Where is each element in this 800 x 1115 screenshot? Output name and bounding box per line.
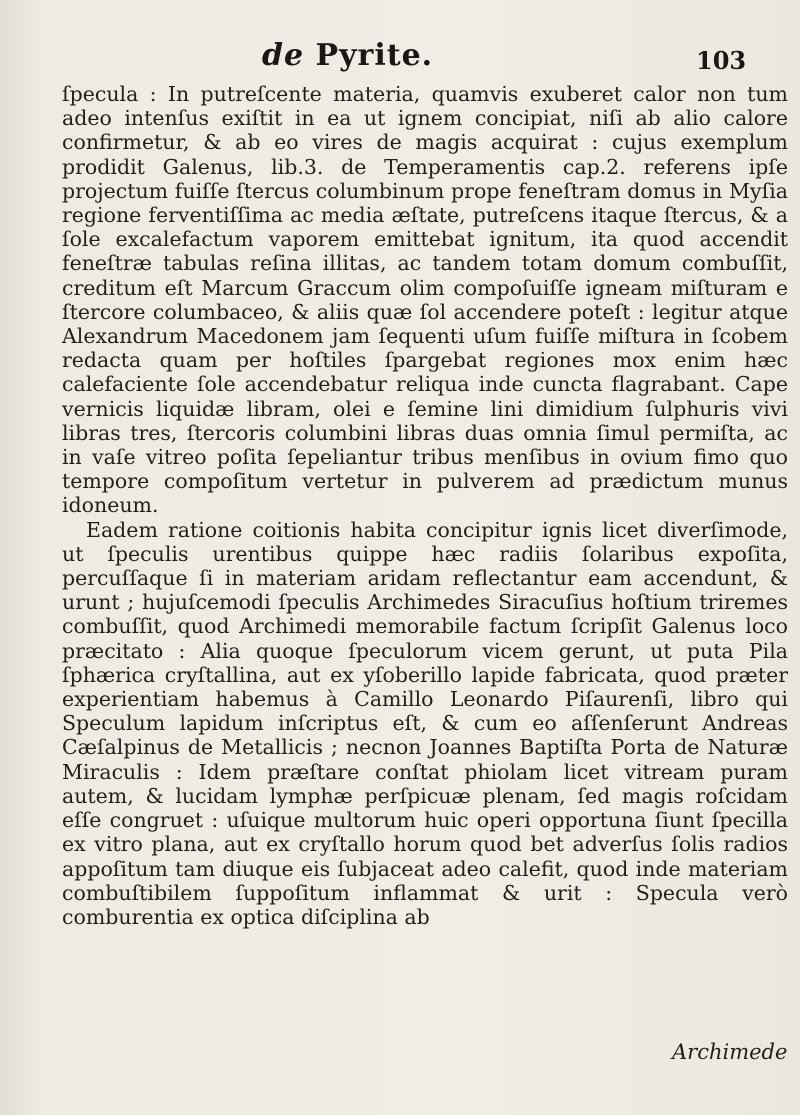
running-title-main: Pyrite. bbox=[304, 38, 434, 73]
body-text bbox=[62, 82, 788, 929]
page-number: 103 bbox=[696, 46, 747, 75]
page-header bbox=[0, 28, 800, 76]
catchword: Archimede bbox=[672, 1040, 788, 1064]
paragraph: Eadem ratione coitionis habita concipitur ignis licet diverſimode, ut ſpeculis urentibus quippe hæc radiis ſolaribus expoſita, percuſſaque ſi in materiam aridam reflectantur eam accendunt, & urunt ; hujuſcemodi ſpeculis Archimedes Siracuſius hoſtium triremes combuſſit, quod Archimedi memorabile factum ſcripſit Galenus loco præcitato : Alia quoque ſpeculorum vicem gerunt, ut puta Pila ſphærica cryſtallina, aut ex yſoberillo lapide fabricata, quod præter experientiam habemus à Camillo Leonardo Piſaurenſi, libro qui Speculum lapidum inſcriptus eſt, & cum eo aſſenſerunt Andreas Cæſalpinus de Metallicis ; necnon Joannes Baptiſta Porta de Naturæ Miraculis : Idem præſtare conſtat phiolam licet vitream puram autem, & lucidam lymphæ perſpicuæ plenam, ſed magis roſcidam eſſe congruet : uſuique multorum huic operi opportuna ſiunt ſpecilla ex vitro plana, aut ex cryſtallo horum quod bet adverſus ſolis radios appoſitum tam diuque eis ſubjaceat adeo calefit, quod inde materiam combuſtibilem ſuppoſitum inflammat & urit : Specula verò comburentia ex optica diſciplina ab bbox=[62, 517, 788, 929]
running-title bbox=[262, 38, 433, 73]
paragraph: ſpecula : In putreſcente materia, quamvis exuberet calor non tum adeo intenſus exiſtit in ea ut ignem concipiat, niſi ab alio calore confirmetur, & ab eo vires de magis acquirat : cujus exemplum prodidit Galenus, lib.3. de Temperamentis cap.2. referens ipſe projectum fuiſſe ſtercus columbinum prope feneſtram domus in Myſia regione ferventiſſima ac media æſtate, putreſcens itaque ſtercus, & a ſole excalefactum vaporem emittebat ignitum, ita quod accendit feneſtræ tabulas reſina illitas, ac tandem totam domum combuſſit, creditum eſt Marcum Graccum olim compoſuiſſe igneam miſturam e ſtercore columbaceo, & aliis quæ ſol accendere poteſt : legitur atque Alexandrum Macedonem jam ſequenti uſum fuiſſe miſtura in ſcobem redacta quam per hoſtiles ſpargebat regiones mox enim hæc calefaciente ſole accendebatur reliqua inde cuncta flagrabant. Cape vernicis liquidæ libram, olei e ſemine lini dimidium ſulphuris vivi libras tres, ſtercoris columbini libras duas omnia ſimul permiſta, ac in vaſe vitreo poſita ſepeliantur tribus menſibus in ovium fimo quo tempore compoſitum vertetur in pulverem ad prædictum munus idoneum. bbox=[62, 82, 788, 518]
running-title-prefix: de bbox=[262, 38, 305, 73]
